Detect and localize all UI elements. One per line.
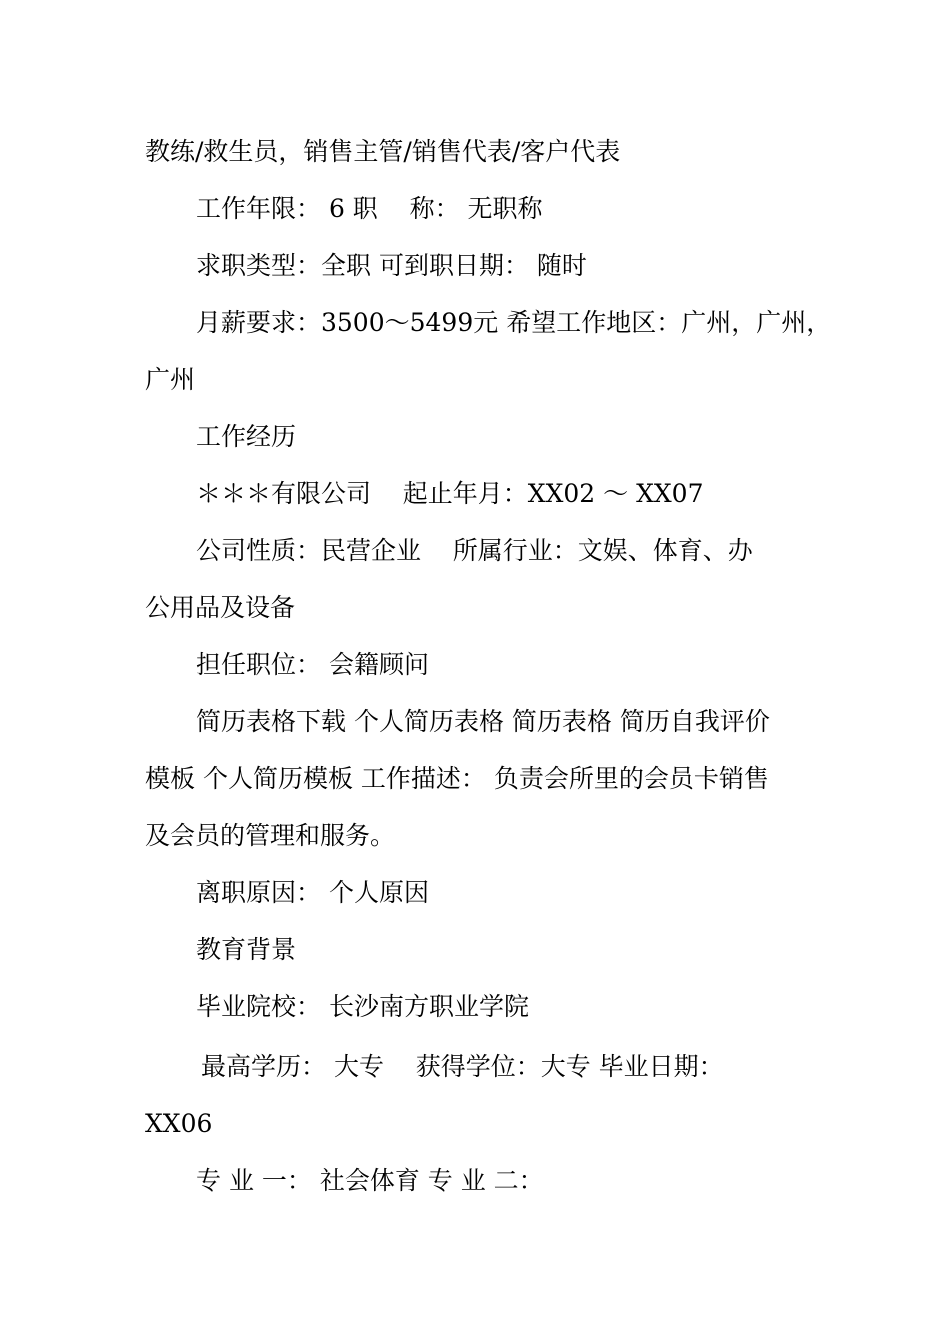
text-line-description: 简历表格下载 个人简历表格 简历表格 简历自我评价 — [196, 707, 770, 736]
section-heading-education: 教育背景 — [196, 935, 297, 964]
text-line-salary-cont: 广州 — [145, 365, 196, 394]
text-line-description-end: 及会员的管理和服务。 — [145, 821, 396, 850]
section-heading-work-experience: 工作经历 — [196, 422, 297, 451]
text-line-degree-cont: XX06 — [145, 1109, 213, 1138]
text-line-description-cont: 模板 个人简历模板 工作描述： 负责会所里的会员卡销售 — [145, 764, 769, 793]
text-line-company: ＊＊＊有限公司 起止年月：XX02 ～ XX07 — [196, 479, 704, 508]
text-line-degree: 最高学历： 大专 获得学位：大专 毕业日期： — [201, 1052, 724, 1081]
text-line-major: 专 业 一： 社会体育 专 业 二： — [196, 1166, 544, 1195]
text-line-position: 担任职位： 会籍顾问 — [196, 650, 429, 679]
text-line-leave-reason: 离职原因： 个人原因 — [196, 878, 429, 907]
text-line-work-years: 工作年限： 6 职 称： 无职称 — [196, 194, 543, 223]
text-line-company-nature: 公司性质：民营企业 所属行业：文娱、体育、办 — [196, 536, 753, 565]
text-line-salary: 月薪要求：3500～5499元 希望工作地区：广州，广州， — [196, 308, 832, 337]
text-line-school: 毕业院校： 长沙南方职业学院 — [196, 992, 529, 1021]
text-line-company-nature-cont: 公用品及设备 — [145, 593, 296, 622]
text-line-job-type: 求职类型：全职 可到职日期： 随时 — [196, 251, 587, 280]
text-line-job-targets: 教练/救生员，销售主管/销售代表/客户代表 — [145, 137, 621, 166]
